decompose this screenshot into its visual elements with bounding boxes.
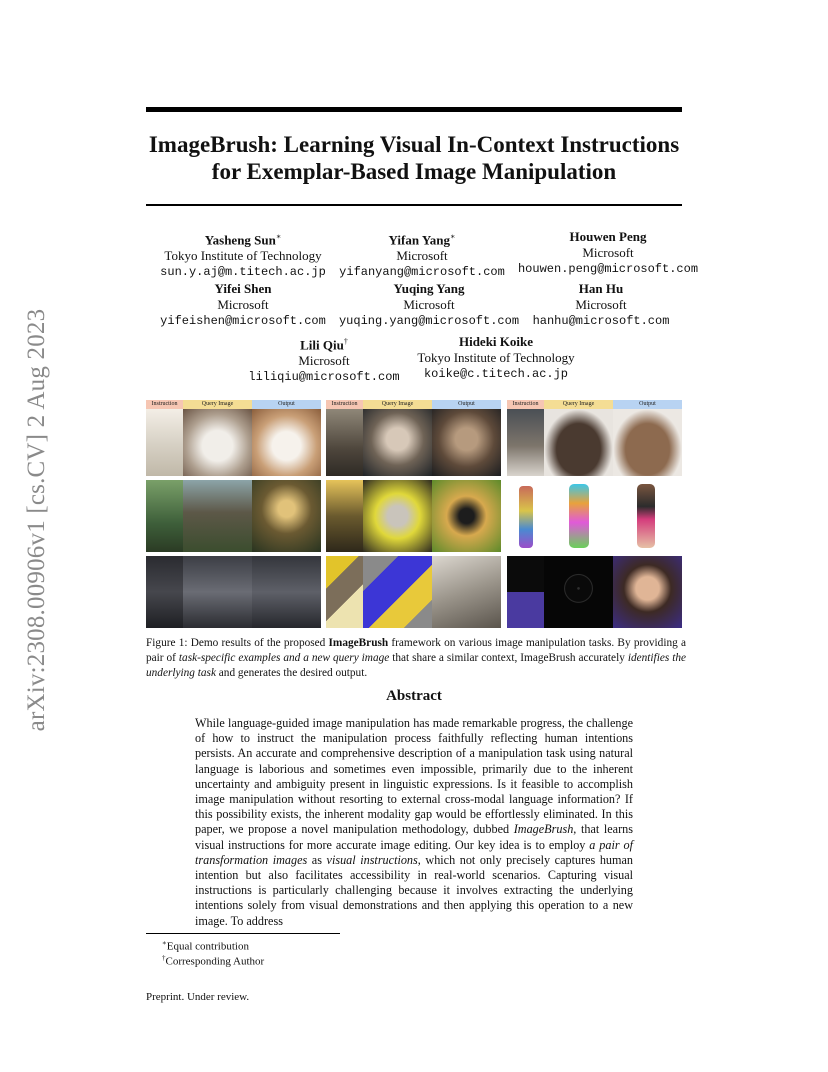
instruction-header: Instruction xyxy=(146,400,183,409)
figure-panel-sweater xyxy=(507,400,682,476)
output-image xyxy=(613,409,682,476)
figure-caption xyxy=(146,636,686,681)
caption-text: and generates the desired output. xyxy=(215,667,368,679)
abstract-heading: Abstract xyxy=(386,688,442,704)
author-affiliation: Microsoft xyxy=(403,297,455,312)
abstract-text: , which not only precisely captures human intention but also facilitates accessibility in real-world scenarios. Capturing visual instructions is particularly challenging because it involves extracting the underlying intentions solely from visual demonstrations and then applying this operation to a new image. To address xyxy=(195,852,634,928)
author-block xyxy=(224,334,424,385)
author-affiliation: Microsoft xyxy=(582,245,634,260)
footnote-corresponding-author xyxy=(162,951,264,969)
output-image xyxy=(613,556,682,628)
author-email[interactable]: yuqing.yang@microsoft.com xyxy=(338,314,520,328)
query-header: Query Image xyxy=(363,400,432,409)
caption-text: that share a similar context, ImageBrush accurately xyxy=(389,652,628,664)
query-header: Query Image xyxy=(544,400,613,409)
abstract-italic: ImageBrush xyxy=(513,822,574,837)
author-name: Yasheng Sun xyxy=(204,232,276,248)
author-block xyxy=(322,229,522,280)
paper-title xyxy=(120,131,708,185)
abstract-text: , that learns visual instructions for more accurate image editing. Our key idea is to employ xyxy=(195,822,633,852)
footnote-text: Equal contribution xyxy=(166,940,249,953)
author-affiliation: Tokyo Institute of Technology xyxy=(417,350,575,365)
author-affiliation: Tokyo Institute of Technology xyxy=(164,248,322,264)
author-block xyxy=(508,229,708,277)
footnote-mark: ∗ xyxy=(162,939,167,947)
author-email[interactable]: yifanyang@microsoft.com xyxy=(339,265,505,280)
caption-text: framework on various image manipulation tasks. By providing a pair of xyxy=(146,637,686,664)
footnote-mark: † xyxy=(162,954,166,962)
figure-panel-castle xyxy=(146,480,321,552)
figure-panel-face xyxy=(507,556,682,628)
footnote-text: Corresponding Author xyxy=(165,955,265,968)
figure-panel-wolf xyxy=(326,480,501,552)
output-image xyxy=(432,409,501,476)
author-email[interactable]: liliqiu@microsoft.com xyxy=(248,370,400,385)
author-email[interactable]: yifeishen@microsoft.com xyxy=(160,314,326,328)
output-image xyxy=(252,556,321,628)
instruction-image xyxy=(146,556,183,628)
author-name: Yuqing Yang xyxy=(393,281,465,296)
output-image xyxy=(252,409,321,476)
arxiv-id: arXiv:2308.00906v1 [cs.CV] 2 Aug 2023 xyxy=(23,308,50,732)
author-email[interactable]: houwen.peng@microsoft.com xyxy=(517,262,699,276)
title-rule xyxy=(146,204,682,206)
query-image xyxy=(183,409,252,476)
footnote-rule xyxy=(146,933,340,934)
figure-panel-pose xyxy=(507,480,682,552)
author-block xyxy=(329,281,529,329)
output-header: Output xyxy=(613,400,682,409)
caption-italic: identifies the underlying task xyxy=(146,652,687,679)
query-image xyxy=(544,409,613,476)
output-header: Output xyxy=(432,400,501,409)
preprint-footer: Preprint. Under review. xyxy=(146,991,250,1003)
author-name: Yifei Shen xyxy=(214,281,272,296)
author-name: Hideki Koike xyxy=(458,334,534,349)
query-image xyxy=(363,409,432,476)
instruction-header: Instruction xyxy=(326,400,363,409)
title-line-2: for Exemplar-Based Image Manipulation xyxy=(211,159,617,184)
author-block xyxy=(396,334,596,382)
query-image xyxy=(544,556,613,628)
output-image xyxy=(252,480,321,552)
author-email[interactable]: sun.y.aj@m.titech.ac.jp xyxy=(160,265,326,280)
author-name: Han Hu xyxy=(578,281,624,296)
caption-italic: task-specific examples and a new query image xyxy=(178,652,390,664)
figure-panel-segmentation xyxy=(326,556,501,628)
author-mark: ∗ xyxy=(275,232,282,241)
output-image xyxy=(432,480,501,552)
query-image xyxy=(363,480,432,552)
caption-text: Figure 1: Demo results of the proposed xyxy=(146,637,329,649)
top-rule xyxy=(146,107,682,112)
author-block xyxy=(143,281,343,329)
figure-panel-hall xyxy=(146,556,321,628)
instruction-image xyxy=(326,556,363,628)
query-image xyxy=(183,556,252,628)
instruction-image xyxy=(507,409,544,476)
author-mark: ∗ xyxy=(450,232,456,241)
query-image xyxy=(363,556,432,628)
abstract-italic: visual instructions xyxy=(326,852,418,867)
output-image xyxy=(432,556,501,628)
abstract-italic: a pair of transformation images xyxy=(195,837,633,867)
figure-panel-teapot xyxy=(146,400,321,476)
instruction-header: Instruction xyxy=(507,400,544,409)
abstract-text: as xyxy=(307,852,327,867)
abstract-body xyxy=(195,716,633,929)
query-image xyxy=(569,484,589,548)
author-affiliation: Microsoft xyxy=(298,353,350,369)
author-name: Yifan Yang xyxy=(388,232,451,248)
figure-panel-portrait xyxy=(326,400,501,476)
abstract-text: While language-guided image manipulation has made remarkable progress, the challenge of how to instruct the manipulation process faithfully reflecting human intentions persists. An accurate and comprehensive description of a manipulation task using natural language is laborious and sometimes even impossible, primarily due to the inherent uncertainty and ambiguity present in linguistic expressions. Is it feasible to accomplish image manipulation without resorting to external cross-modal language information? If this possibility exists, the inherent modality gap would be effortlessly eliminated. In this paper, we propose a novel manipulation methodology, dubbed xyxy=(195,716,633,837)
instruction-image xyxy=(519,486,533,548)
output-header: Output xyxy=(252,400,321,409)
instruction-image xyxy=(507,556,544,628)
author-name: Lili Qiu xyxy=(300,337,344,353)
title-line-1: ImageBrush: Learning Visual In-Context Instructions xyxy=(148,132,680,157)
author-block xyxy=(501,281,701,329)
instruction-image xyxy=(326,480,363,552)
arxiv-sidebar-stamp xyxy=(22,290,52,750)
caption-bold: ImageBrush xyxy=(328,637,389,649)
author-affiliation: Microsoft xyxy=(217,297,269,312)
author-block xyxy=(143,229,343,280)
output-image xyxy=(637,484,655,548)
instruction-image xyxy=(326,409,363,476)
query-image xyxy=(183,480,252,552)
author-mark: † xyxy=(343,337,348,346)
author-name: Houwen Peng xyxy=(569,229,647,244)
instruction-image xyxy=(146,409,183,476)
author-email[interactable]: koike@c.titech.ac.jp xyxy=(423,367,569,381)
author-email[interactable]: hanhu@microsoft.com xyxy=(532,314,670,328)
instruction-image xyxy=(146,480,183,552)
author-affiliation: Microsoft xyxy=(396,248,448,264)
author-affiliation: Microsoft xyxy=(575,297,627,312)
query-header: Query Image xyxy=(183,400,252,409)
